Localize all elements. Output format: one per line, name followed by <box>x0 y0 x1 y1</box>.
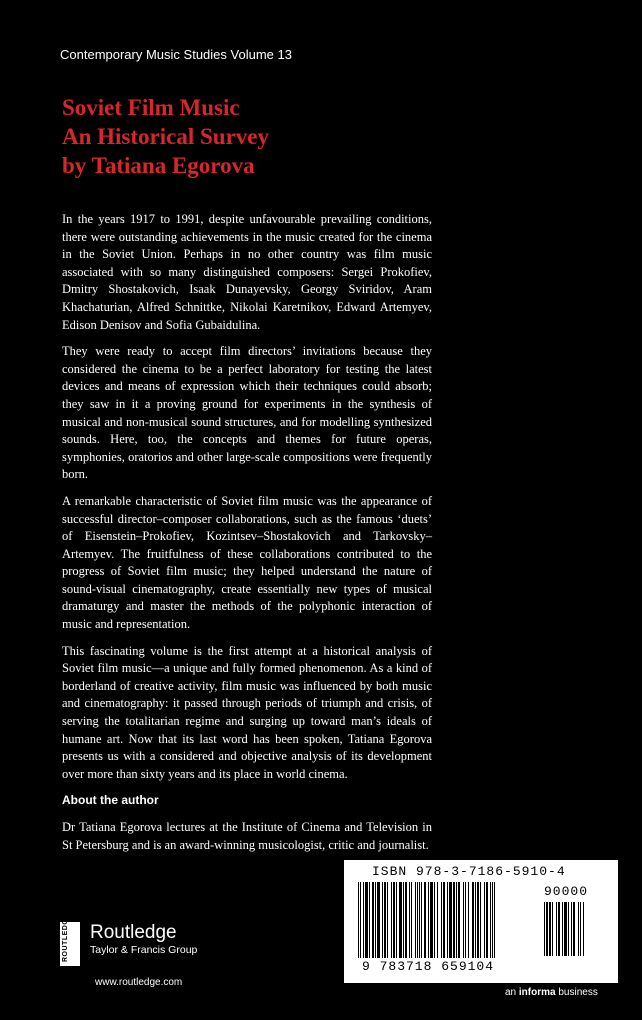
barcode-bar <box>494 882 495 958</box>
barcode-bar <box>403 882 404 958</box>
barcode-bar <box>468 882 469 958</box>
barcode-bar <box>463 882 464 958</box>
barcode-number: 9 783718 659104 <box>362 959 495 974</box>
barcode-bar <box>363 882 364 958</box>
barcode-bar <box>441 882 442 958</box>
barcode-bar <box>447 882 448 958</box>
barcode-icon <box>356 882 536 960</box>
barcode-bar <box>382 882 383 958</box>
barcode-bar <box>428 882 429 958</box>
barcode-bar <box>399 882 402 958</box>
barcode-bar <box>490 882 491 958</box>
book-title <box>62 93 269 180</box>
publisher-website: www.routledge.com <box>95 977 183 988</box>
barcode-bar <box>449 882 452 958</box>
barcode-bar <box>375 882 376 958</box>
barcode-bar <box>409 882 410 958</box>
routledge-logo-icon <box>60 913 80 966</box>
barcode-bar <box>358 882 359 958</box>
title-author: by Tatiana Egorova <box>62 153 255 178</box>
blurb-paragraph: A remarkable characteristic of Soviet film music was the appearance of successful director–composer collaborations, such as the famous ‘duets’ of Eisenstein–Prokofiev, Kozintsev–Shostakovich and Tarkovsky–Artemyev. The fruitfulness of these collaborations contributed to the progress of Soviet film music; they helped understand the nature of sound-visual cinematography, create essentially new types of musical dramaturgy and master the methods of the polyphonic interaction of music and representation. <box>62 493 432 632</box>
barcode-bar <box>546 902 548 956</box>
barcode-bar <box>430 882 433 958</box>
logo-text: ROUTLEDGE <box>62 913 69 962</box>
barcode-bar <box>556 902 557 956</box>
barcode-bar <box>434 882 435 958</box>
barcode-bar <box>492 882 493 958</box>
barcode-addon-number: 90000 <box>544 884 589 899</box>
barcode-bar <box>421 882 422 958</box>
barcode-bar <box>484 882 485 958</box>
barcode-bar <box>465 882 466 958</box>
barcode-bar <box>437 882 438 958</box>
title-subtitle: An Historical Survey <box>62 124 269 149</box>
barcode-bar <box>384 882 386 958</box>
publisher-logo <box>60 913 198 966</box>
barcode-bar <box>486 882 488 958</box>
informa-prefix: an <box>505 987 517 998</box>
barcode-bar <box>549 902 551 956</box>
barcode-bar <box>405 882 407 958</box>
isbn-text: ISBN 978-3-7186-5910-4 <box>372 864 566 879</box>
barcode-bar <box>583 902 584 956</box>
barcode-bar <box>396 882 397 958</box>
blurb <box>62 211 432 863</box>
barcode-bar <box>573 902 575 956</box>
barcode-bar <box>393 882 395 958</box>
series-line: Contemporary Music Studies Volume 13 <box>60 47 292 62</box>
barcode-bar <box>475 882 476 958</box>
barcode-bar <box>387 882 388 958</box>
barcode-bar <box>580 902 581 956</box>
barcode-bar <box>424 882 426 958</box>
title-main: Soviet Film Music <box>62 95 240 120</box>
barcode-bar <box>562 902 563 956</box>
informa-suffix: business <box>558 987 598 998</box>
publisher-group: Taylor & Francis Group <box>90 944 198 956</box>
barcode-bar <box>480 882 481 958</box>
barcode-bar <box>564 902 567 956</box>
about-author-heading: About the author <box>62 793 159 808</box>
informa-brand: informa <box>518 987 556 998</box>
barcode-bar <box>372 882 374 958</box>
barcode-bar <box>369 882 370 958</box>
informa-business <box>505 987 598 998</box>
barcode-bar <box>360 882 361 958</box>
barcode-bar <box>578 902 579 956</box>
barcode-bar <box>443 882 445 958</box>
barcode-bar <box>571 902 572 956</box>
addon-barcode-icon <box>542 902 598 958</box>
barcode-bar <box>544 902 545 956</box>
barcode-bar <box>558 902 560 956</box>
blurb-paragraph: They were ready to accept film directors’ invitations because they considered the cinema to be a perfect laboratory for testing the latest devices and means of expression which their techniques could absorb; they saw in it a proving ground for experiments in the synthesis of musical and non-musical sound structures, and for modelling synthesized sounds. Here, too, the concepts and themes for future operas, symphonies, oratorios and other large-scale compositions were frequently born. <box>62 344 432 482</box>
barcode-bar <box>417 882 418 958</box>
barcode-bar <box>391 882 392 958</box>
barcode-bar <box>456 882 457 958</box>
barcode-bar <box>415 882 416 958</box>
barcode-bar <box>458 882 460 958</box>
blurb-paragraph: This fascinating volume is the first attempt at a historical analysis of Soviet film music—a unique and fully formed phenomenon. As a kind of borderland of creative activity, film music was influenced by both music and cinematography: it passed through periods of triumph and crisis, of serving the totalitarian regime and surging up toward man’s ideals of humane art. Now that its last word has been spoken, Tatiana Egorova presents us with a considered and objective analysis of its development over more than sixty years and its place in world cinema. <box>62 643 432 781</box>
barcode-bar <box>552 902 553 956</box>
barcode-bar <box>377 882 380 958</box>
barcode-bar <box>453 882 455 958</box>
barcode-bar <box>365 882 368 958</box>
barcode-panel <box>344 860 618 983</box>
barcode-bar <box>419 882 420 958</box>
barcode-bar <box>411 882 412 958</box>
barcode-bar <box>477 882 479 958</box>
publisher-name: Routledge <box>90 922 177 943</box>
barcode-bar <box>472 882 474 958</box>
blurb-paragraph: In the years 1917 to 1991, despite unfavourable prevailing conditions, there were outstanding achievements in the music created for the cinema in the Soviet Union. Perhaps in no other country was film music associated with so many distinguished composers: Sergei Prokofiev, Dmitry Shostakovich, Isaak Dunayevsky, Georgy Sviridov, Aram Khachaturian, Alfred Schnittke, Nikolai Karetnikov, Edward Artemyev, Edison Denisov and Sofia Gubaidulina. <box>62 212 432 332</box>
barcode-bar <box>568 902 569 956</box>
about-author-text: Dr Tatiana Egorova lectures at the Institute of Cinema and Television in St Petersburg and is an award-winning musicologist, critic and journalist. <box>62 820 432 852</box>
